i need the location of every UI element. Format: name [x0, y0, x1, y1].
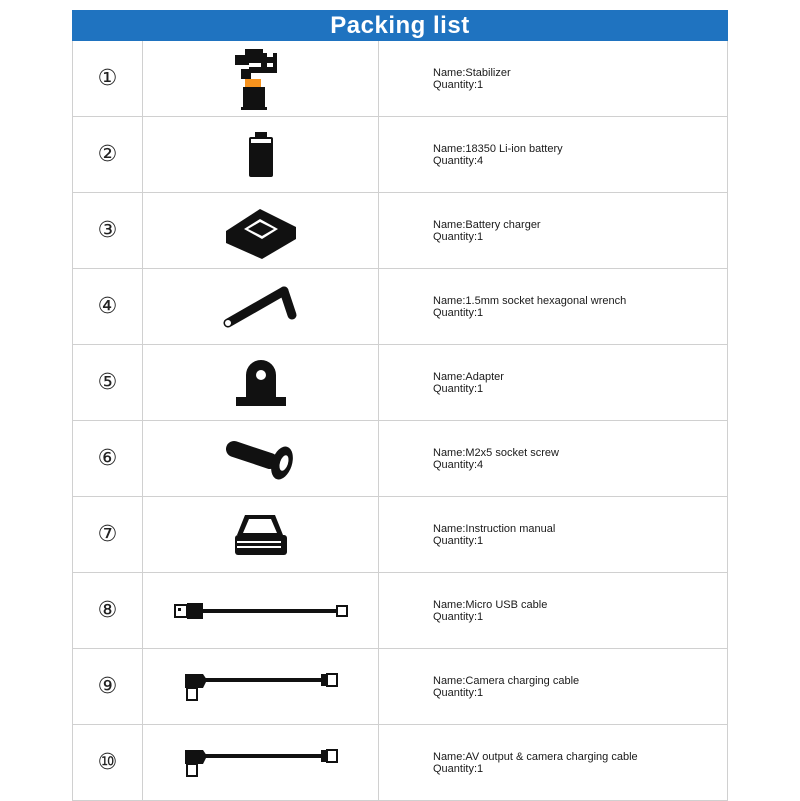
item-quantity: Quantity:4 [433, 458, 484, 471]
micro-usb-cable-icon [173, 601, 349, 621]
adapter-icon [234, 359, 288, 407]
item-quantity: Quantity:4 [433, 154, 484, 167]
item-quantity: Quantity:1 [433, 686, 484, 699]
item-number: ⑨ [73, 649, 143, 724]
item-number: ② [73, 117, 143, 192]
av-output-cable-icon [183, 746, 339, 780]
item-quantity: Quantity:1 [433, 610, 484, 623]
item-quantity: Quantity:1 [433, 382, 484, 395]
table-row [73, 117, 727, 193]
item-quantity: Quantity:1 [433, 78, 484, 91]
item-number: ③ [73, 193, 143, 268]
item-quantity: Quantity:1 [433, 534, 484, 547]
item-name: Name:1.5mm socket hexagonal wrench [433, 294, 627, 307]
item-name: Name:Micro USB cable [433, 598, 548, 611]
camera-charging-cable-icon [183, 670, 339, 704]
page-title: Packing list [72, 10, 728, 41]
table-row [73, 193, 727, 269]
item-name: Name:18350 Li-ion battery [433, 142, 563, 155]
packing-list-table [72, 41, 728, 801]
item-quantity: Quantity:1 [433, 230, 484, 243]
table-row [73, 573, 727, 649]
table-row [73, 345, 727, 421]
item-number: ⑧ [73, 573, 143, 648]
item-number: ⑦ [73, 497, 143, 572]
item-name: Name:Camera charging cable [433, 674, 580, 687]
battery-icon [246, 132, 276, 178]
stabilizer-icon [231, 47, 291, 111]
item-number: ⑩ [73, 725, 143, 800]
item-number: ① [73, 41, 143, 116]
instruction-manual-icon [231, 513, 291, 557]
item-name: Name:Instruction manual [433, 522, 556, 535]
table-row [73, 649, 727, 725]
item-number: ⑥ [73, 421, 143, 496]
item-name: Name:AV output & camera charging cable [433, 750, 638, 763]
item-quantity: Quantity:1 [433, 306, 484, 319]
item-number: ④ [73, 269, 143, 344]
item-name: Name:Stabilizer [433, 66, 511, 79]
item-name: Name:M2x5 socket screw [433, 446, 559, 459]
table-row [73, 725, 727, 801]
table-row [73, 269, 727, 345]
hex-wrench-icon [222, 283, 300, 331]
item-number: ⑤ [73, 345, 143, 420]
socket-screw-icon [226, 437, 296, 481]
table-row [73, 41, 727, 117]
packing-list-sheet [72, 10, 728, 801]
item-name: Name:Adapter [433, 370, 504, 383]
battery-charger-icon [224, 203, 298, 259]
item-name: Name:Battery charger [433, 218, 541, 231]
item-quantity: Quantity:1 [433, 762, 484, 775]
table-row [73, 421, 727, 497]
table-row [73, 497, 727, 573]
